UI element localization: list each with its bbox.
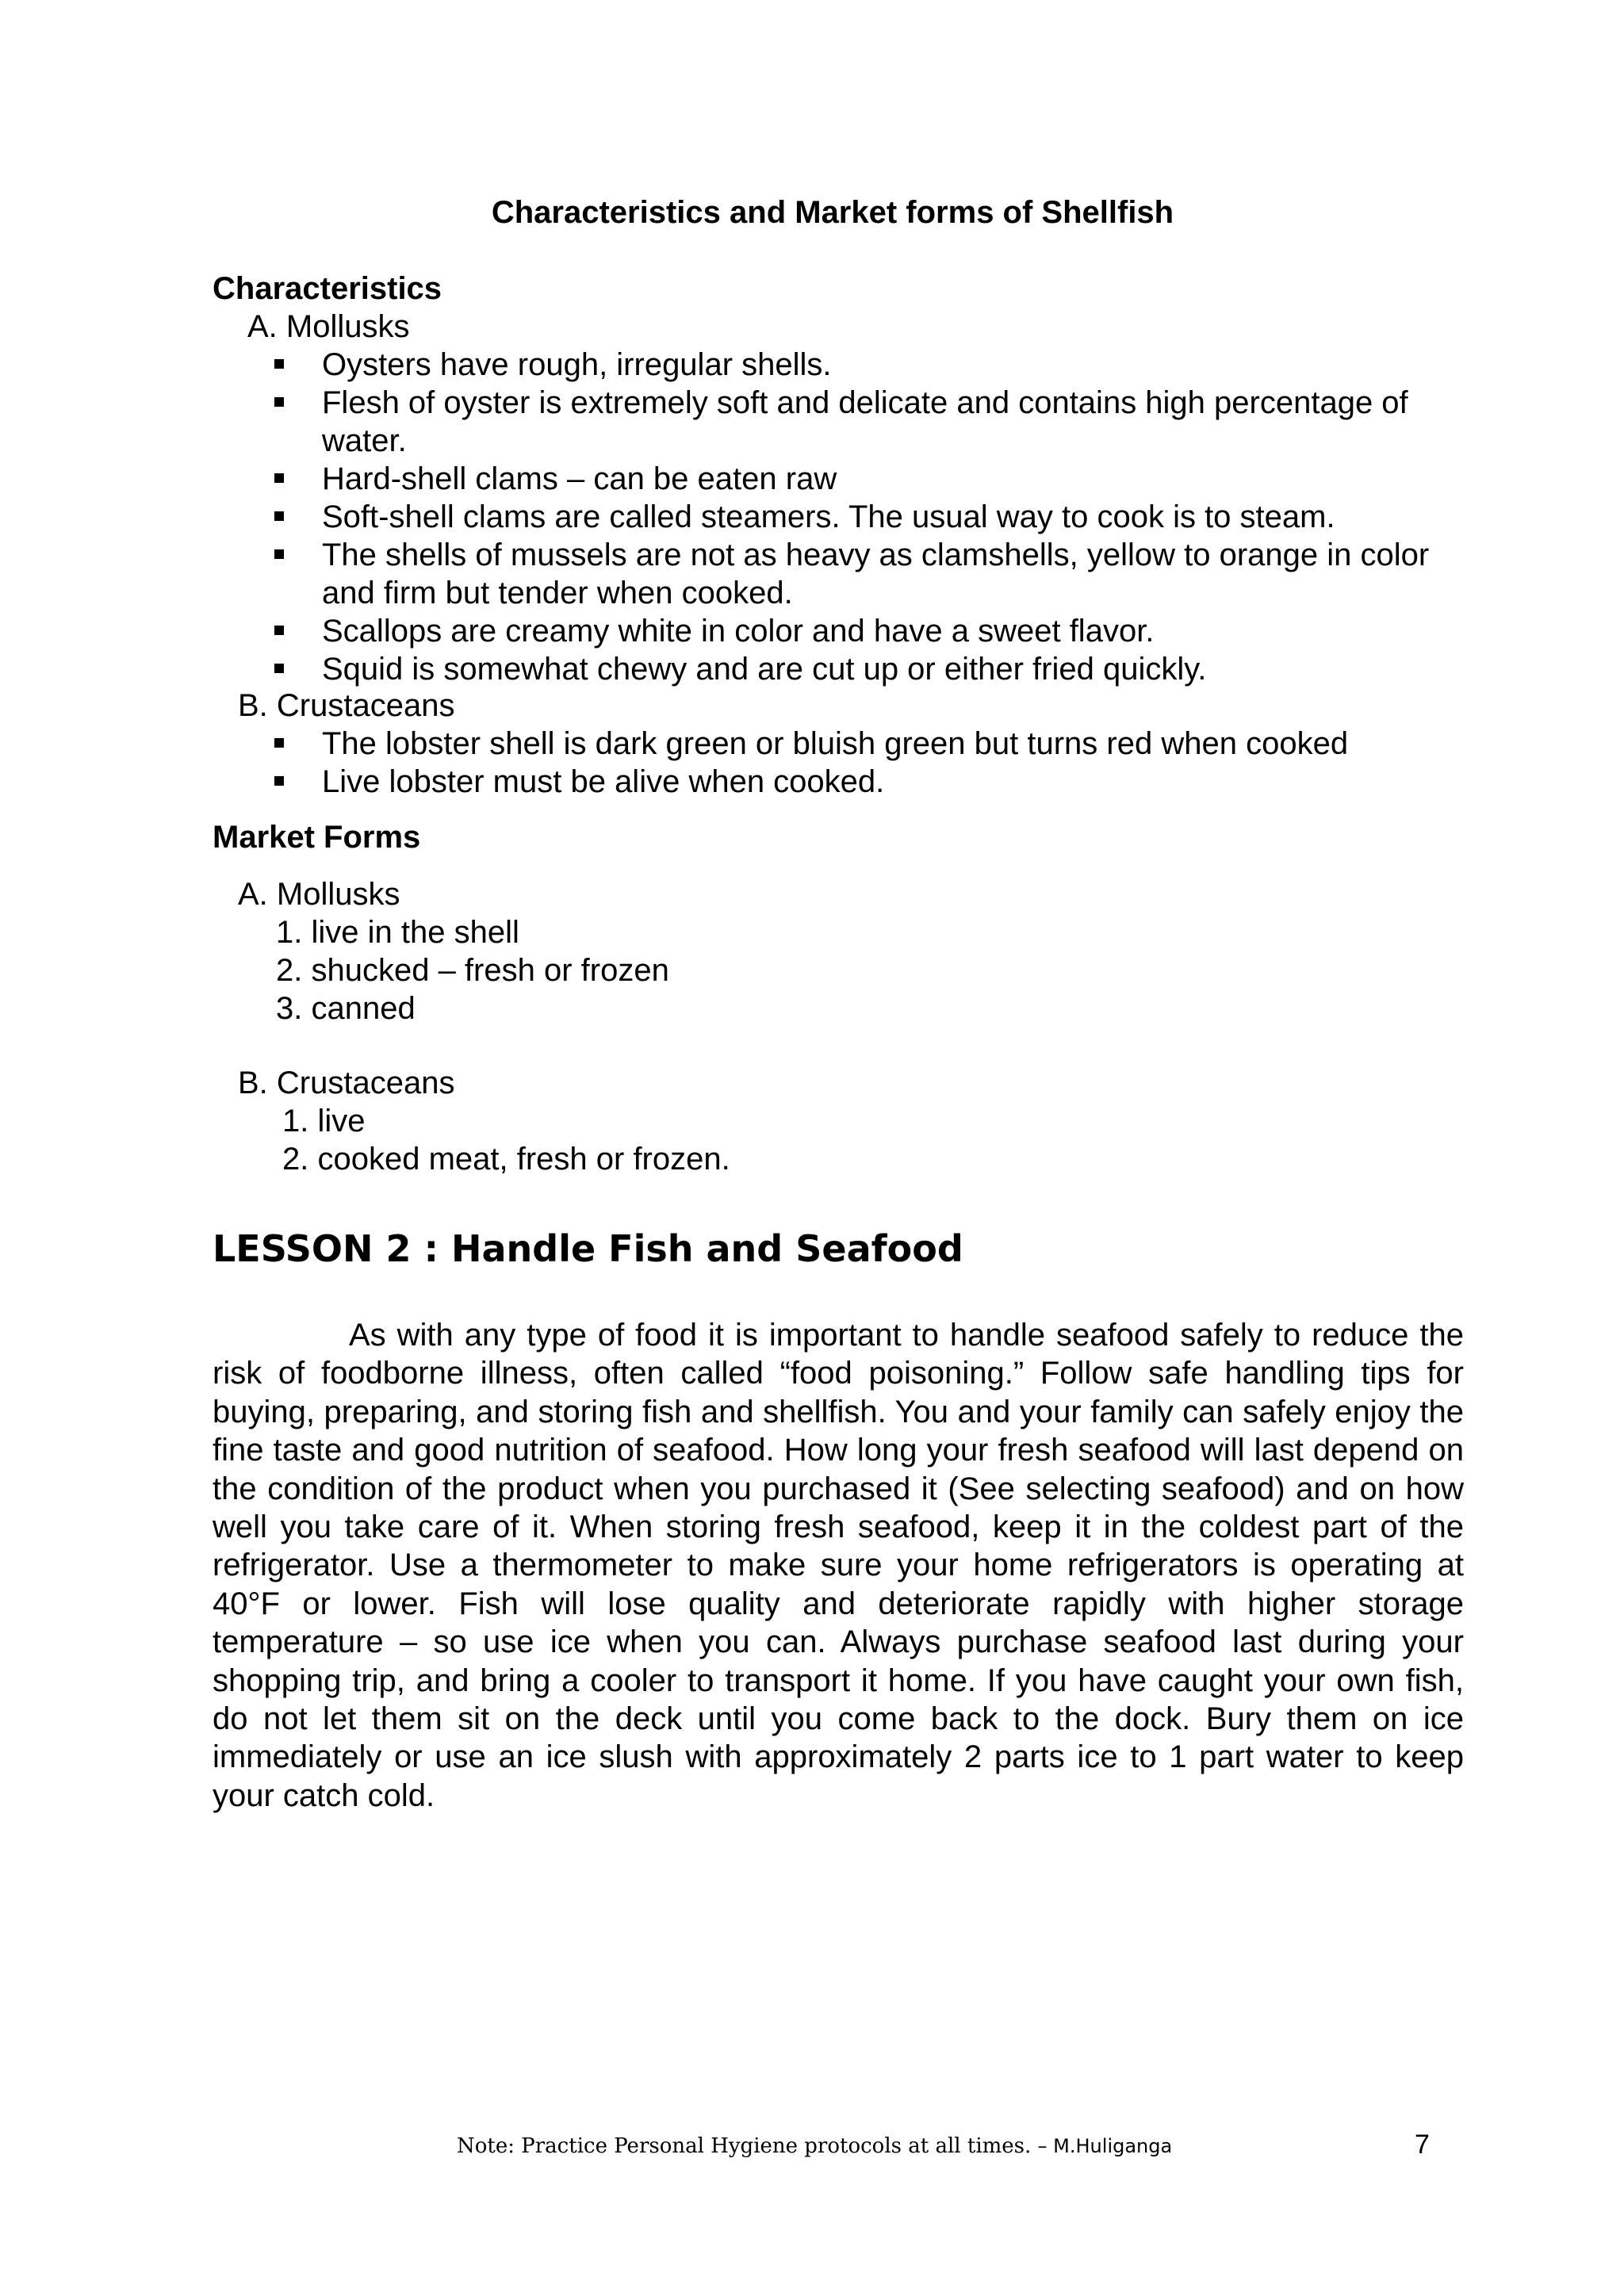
market-forms-heading: Market Forms (213, 820, 421, 855)
market-mollusks-list (276, 913, 669, 1027)
list-item: 3. canned (276, 991, 416, 1026)
char-crustaceans-list (271, 725, 1477, 801)
list-item: The lobster shell is dark green or bluish green but turns red when cooked (271, 725, 1477, 763)
list-item: Flesh of oyster is extremely soft and delicate and contains high percentage of water. (271, 384, 1477, 460)
page-number: 7 (1415, 2130, 1430, 2160)
char-mollusks-label: A. Mollusks (247, 309, 410, 344)
list-item: 2. shucked – fresh or frozen (276, 953, 669, 988)
list-item: Hard-shell clams – can be eaten raw (271, 460, 1477, 498)
lesson-heading: LESSON 2 : Handle Fish and Seafood (213, 1227, 963, 1270)
page-title: Characteristics and Market forms of Shellfish (491, 195, 1174, 230)
list-item: The shells of mussels are not as heavy as clamshells, yellow to orange in color and firm but tender when cooked. (271, 536, 1477, 612)
bullet-icon (274, 511, 284, 521)
list-item: Scallops are creamy white in color and have a sweet flavor. (271, 612, 1477, 650)
market-mollusks-label: A. Mollusks (238, 877, 400, 912)
list-item: Oysters have rough, irregular shells. (271, 346, 1477, 384)
bullet-icon (274, 738, 284, 748)
list-item: Squid is somewhat chewy and are cut up or either fried quickly. (271, 650, 1477, 688)
char-crustaceans-label: B. Crustaceans (238, 688, 455, 723)
bullet-icon (274, 626, 284, 635)
bullet-icon (274, 473, 284, 483)
footer-note-text: Note: Practice Personal Hygiene protocols at all times. (457, 2134, 1038, 2158)
footer-author: – M.Huliganga (1037, 2135, 1173, 2157)
list-item: Live lobster must be alive when cooked. (271, 763, 1477, 801)
lesson-paragraph: As with any type of food it is important to handle seafood safely to reduce the risk of foodborne illness, often called “food poisoning.” Follow safe handling tips for buying, preparing, and storing fish and shellfish. You and your family can safely enjoy the fine taste and good nutrition of seafood. How long your fresh seafood will last depend on the condition of the product when you purchased it (See selecting seafood) and on how well you take care of it. When storing fresh seafood, keep it in the coldest part of the refrigerator. Use a thermometer to make sure your home refrigerators is operating at 40°F or lower. Fish will lose quality and deteriorate rapidly with higher storage temperature – so use ice when you can. Always purchase seafood last during your shopping trip, and bring a cooler to transport it home. If you have caught your own fish, do not let them sit on the deck until you come back to the dock. Bury them on ice immediately or use an ice slush with approximately 2 parts ice to 1 part water to keep your catch cold. (213, 1318, 1464, 1813)
char-mollusks-list (271, 346, 1477, 688)
list-item: 2. cooked meat, fresh or frozen. (282, 1142, 730, 1177)
bullet-icon (274, 359, 284, 369)
bullet-icon (274, 776, 284, 786)
bullet-icon (274, 549, 284, 559)
list-item: 1. live (282, 1104, 366, 1138)
footer-note (457, 2134, 1172, 2158)
bullet-icon (274, 664, 284, 673)
characteristics-heading: Characteristics (213, 271, 442, 306)
bullet-icon (274, 397, 284, 407)
list-item: 1. live in the shell (276, 915, 519, 950)
market-crustaceans-list (282, 1102, 730, 1178)
market-crustaceans-label: B. Crustaceans (238, 1066, 455, 1100)
list-item: Soft-shell clams are called steamers. The usual way to cook is to steam. (271, 498, 1477, 536)
